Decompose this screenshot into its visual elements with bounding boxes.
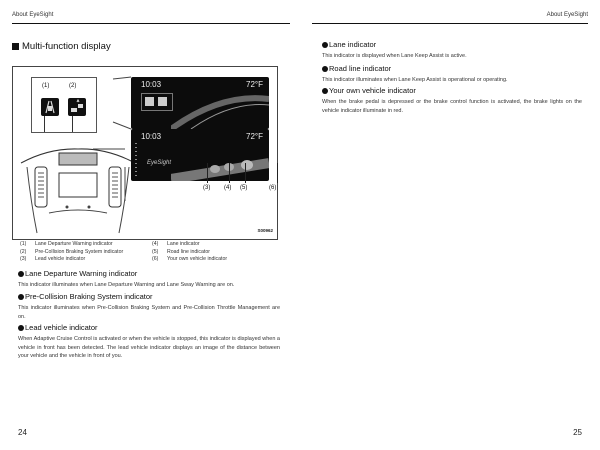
page-number-left: 24 [18,428,27,437]
legend-item: (5) Road line indicator [152,248,210,255]
screen-top-time: 10:03 [141,80,162,89]
bullet-icon [18,271,24,277]
callout-5: (5) [240,185,248,191]
item-text: When the brake pedal is depressed or the brake control function is activated, the brake lights on the vehicle indicator illuminate in red. [322,99,582,114]
item-text: This indicator illuminates when Pre-Collision Braking System and Pre-Collision Throttle Management are on. [18,305,280,320]
bullet-icon [322,42,328,48]
item-road-line-indicator [322,64,582,85]
legend-item: (2) Pre-Collision Braking System indicator [20,248,124,255]
legend-column-1 [20,241,150,264]
bullet-icon [18,294,24,300]
display-screen-top [131,77,269,129]
item-lane-indicator [322,40,582,61]
item-text: This indicator illuminates when Lane Departure Warning and Lane Sway Warning are on. [18,282,235,288]
item-text: When Adaptive Cruise Control is activated or when the vehicle is stopped, this indicator is displayed when a vehicle in front has been detected. The lead vehicle indicator displays an image of the distance between your vehicle and the vehicle in front of you. [18,336,280,359]
item-heading: Lane Departure Warning indicator [25,269,138,278]
square-bullet-icon [12,43,19,50]
callout-4: (4) [224,185,232,191]
figure-code: S00962 [257,228,273,233]
item-heading: Lead vehicle indicator [25,323,98,332]
screen-bottom-temp: 72°F [246,132,263,141]
legend-column-2 [152,241,276,264]
legend-item: (1) Lane Departure Warning indicator [20,241,113,247]
road-graphic-bottom [171,143,269,181]
item-heading: Pre-Collision Braking System indicator [25,292,153,301]
item-text: This indicator is displayed when Lane Keep Assist is active. [322,53,467,59]
header-rule-right [312,23,588,24]
item-lane-departure [18,269,280,290]
item-heading: Road line indicator [329,64,392,73]
callout-2: (2) [69,83,77,89]
display-screen-bottom [131,129,269,181]
screen-top-temp: 72°F [246,80,263,89]
road-graphic-top [171,91,269,129]
screen-bottom-time: 10:03 [141,132,162,141]
item-own-vehicle-indicator [322,86,582,115]
bullet-icon [322,88,328,94]
eyesight-logo: EyeSight [147,160,172,166]
item-pre-collision [18,292,280,321]
screen-icon-group [141,93,173,111]
display-figure [12,66,278,240]
item-heading: Your own vehicle indicator [329,86,416,95]
item-text: This indicator illuminates when Lane Keep Assist is operational or operating. [322,77,508,83]
legend-item: (4) Lane indicator [152,241,200,247]
bullet-icon [322,66,328,72]
section-title-text: Multi-function display [22,41,111,52]
callout-6: (6) [269,185,277,191]
item-lead-vehicle [18,323,280,361]
bullet-icon [18,325,24,331]
section-title [12,41,111,52]
header-rule-left [12,23,290,24]
running-header-right: About EyeSight [546,12,588,18]
item-heading: Lane indicator [329,40,377,49]
callout-1: (1) [42,83,50,89]
callout-3: (3) [203,185,211,191]
page-number-right: 25 [573,428,582,437]
running-header-left: About EyeSight [12,12,54,18]
legend-item: (6) Your own vehicle indicator [152,256,228,262]
legend-item: (3) Lead vehicle indicator [20,256,86,262]
